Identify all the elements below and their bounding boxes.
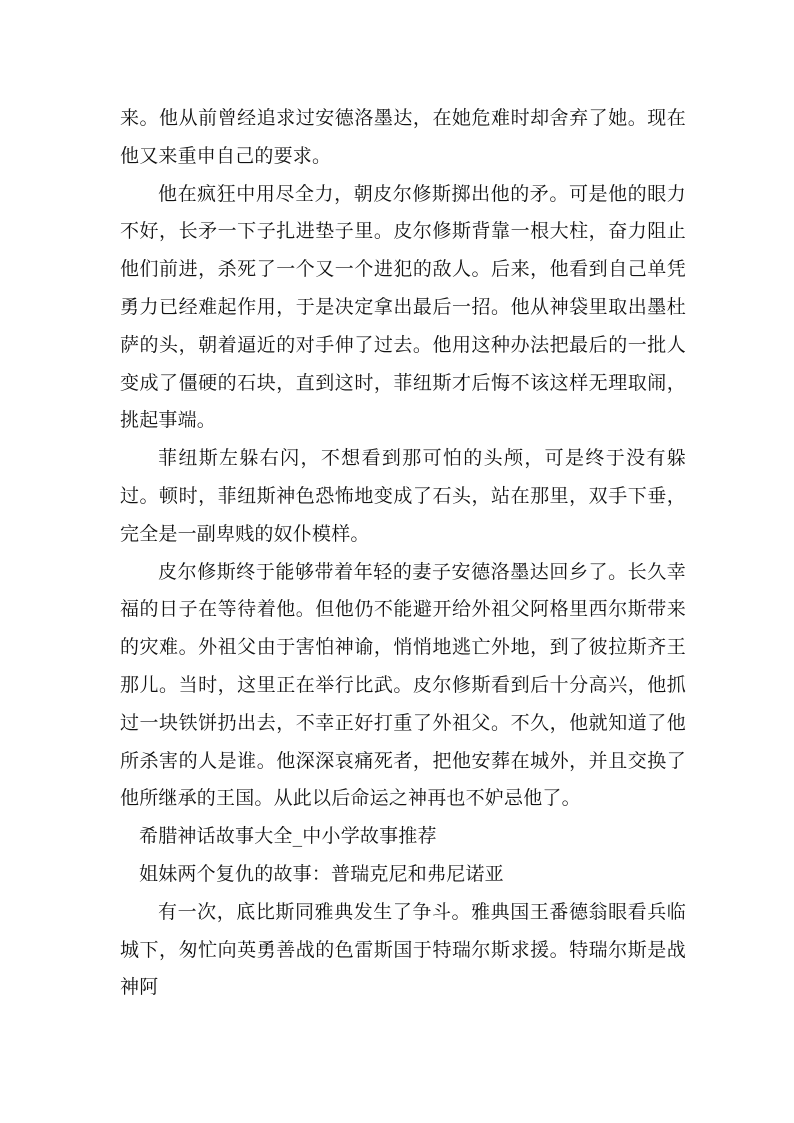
- section-heading-story-title: 姐妹两个复仇的故事：普瑞克尼和弗尼诺亚: [139, 862, 504, 885]
- paragraph-continuation: 来。他从前曾经追求过安德洛墨达，在她危难时却舍弃了她。现在他又来重申自己的要求。: [120, 107, 686, 167]
- paragraph-phineus-stone: 菲纽斯左躲右闪，不想看到那可怕的头颅，可是终于没有躲过。顿时，菲纽斯神色恐怖地变成了石头，站在那里，双手下垂，完全是一副卑贱的奴仆模样。: [120, 447, 686, 545]
- section-heading-collection: 希腊神话故事大全_中小学故事推荐: [139, 825, 437, 848]
- paragraph-story-opening: 有一次，底比斯同雅典发生了争斗。雅典国王番德翁眼看兵临城下，匆忙向英勇善战的色雷斯国于特瑞尔斯求援。特瑞尔斯是战神阿: [120, 900, 686, 999]
- paragraph-battle: 他在疯狂中用尽全力，朝皮尔修斯掷出他的矛。可是他的眼力不好，长矛一下子扎进垫子里。皮尔修斯背靠一根大柱，奋力阻止他们前进，杀死了一个又一个进犯的敌人。后来，他看到自己单凭勇力已经难起作用，于是决定拿出最后一招。他从神袋里取出墨杜萨的头，朝着逼近的对手伸了过去。他用这种办法把最后的一批人变成了僵硬的石块，直到这时，菲纽斯才后悔不该这样无理取闹，挑起事端。: [120, 182, 686, 432]
- paragraph-return-home: 皮尔修斯终于能够带着年轻的妻子安德洛墨达回乡了。长久幸福的日子在等待着他。但他仍不能避开给外祖父阿格里西尔斯带来的灾难。外祖父由于害怕神谕，悄悄地逃亡外地，到了彼拉斯齐王那儿。当时，这里正在举行比武。皮尔修斯看到后十分高兴，他抓过一块铁饼扔出去，不幸正好打重了外祖父。不久，他就知道了他所杀害的人是谁。他深深哀痛死者，把他安葬在城外，并且交换了他所继承的王国。从此以后命运之神再也不妒忌他了。: [120, 560, 686, 810]
- document-body: [120, 100, 686, 1007]
